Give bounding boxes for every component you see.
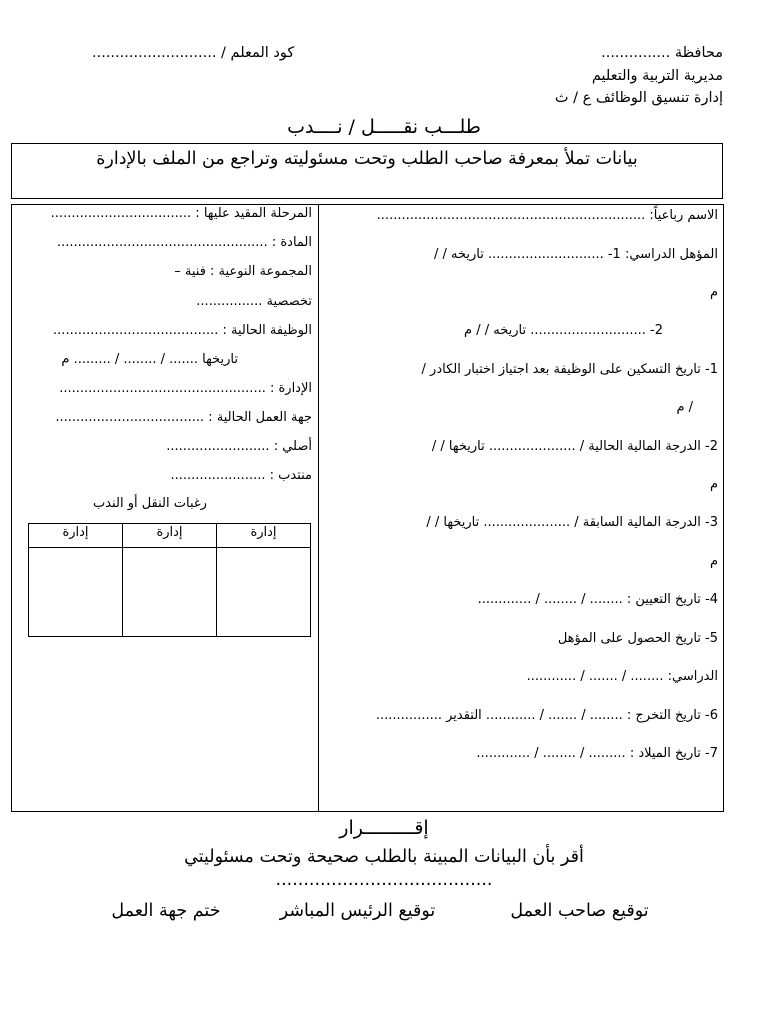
delegated-field: منتدب : ....................... — [170, 468, 312, 483]
job-date-field: تاريخها ....... / ........ / ......... م — [61, 352, 238, 367]
wishes-entry-cell[interactable] — [217, 548, 311, 637]
wishes-title: رغبات النقل أو الندب — [93, 496, 207, 511]
item-3-field: 3- الدرجة المالية السابقة / ..................... تاريخها / / — [426, 515, 718, 530]
signatures-line — [60, 900, 700, 923]
administration-field: الإدارة : .................................................. — [59, 381, 312, 396]
current-job-field: الوظيفة الحالية : ........................................ — [53, 323, 312, 338]
declaration-title: إقـــــــــرار — [339, 817, 429, 839]
item-5-line-b: الدراسي: ........ / ....... / ............ — [526, 669, 718, 684]
item-1-line-a: 1- تاريخ التسكين على الوظيفة بعد اجتياز اختبار الكادر / — [421, 362, 718, 377]
original-field: أصلي : ......................... — [166, 439, 312, 454]
workplace-stamp-label: ختم جهة العمل — [111, 901, 221, 921]
item-6-field: 6- تاريخ التخرج : ........ / ....... / ............ التقدير ................ — [375, 708, 718, 723]
qualification-2-field: 2- ............................ تاريخه / / م — [464, 323, 663, 338]
item-3-suffix: م — [709, 554, 718, 569]
governorate-line: محافظة ............... — [601, 45, 723, 61]
stage-field: المرحلة المقيد عليها : .................................. — [50, 206, 312, 221]
directorate-line: مديرية التربية والتعليم — [591, 68, 723, 84]
department-line: إدارة تنسيق الوظائف ع / ث — [554, 90, 723, 106]
item-5-line-a: 5- تاريخ الحصول على المؤهل — [557, 631, 718, 646]
specialized-field: تخصصية ................ — [196, 294, 312, 309]
employer-signature-label: توقيع صاحب العمل — [510, 901, 649, 921]
workplace-field: جهة العمل الحالية : .................................... — [55, 410, 312, 425]
item-1-line-b: / م — [676, 400, 693, 415]
group-field: المجموعة النوعية : فنية – — [174, 264, 312, 279]
wishes-header-cell: إدارة — [123, 524, 217, 548]
teacher-code-line: كود المعلم / ........................... — [92, 45, 295, 61]
item-2-suffix: م — [709, 477, 718, 492]
notice-box: بيانات تملأ بمعرفة صاحب الطلب وتحت مسئوليته وتراجع من الملف بالإدارة — [11, 143, 723, 199]
wishes-table — [28, 523, 311, 637]
name-field: الاسم رباعياً: ................................................................. — [376, 208, 718, 223]
item-4-field: 4- تاريخ التعيين : ........ / ........ / ............. — [477, 592, 718, 607]
wishes-header-cell: إدارة — [217, 524, 311, 548]
wishes-entry-cell[interactable] — [29, 548, 123, 637]
subject-field: المادة : ................................................... — [56, 235, 312, 250]
form-title: طلـــب نقـــــل / نــــدب — [287, 116, 481, 138]
manager-signature-label: توقيع الرئيس المباشر — [279, 901, 436, 921]
wishes-entry-cell[interactable] — [123, 548, 217, 637]
qualification-1-field: المؤهل الدراسي: 1- ............................ تاريخه / / — [434, 247, 718, 262]
item-7-field: 7- تاريخ الميلاد : ......... / ........ / ............. — [476, 746, 718, 761]
declaration-text: أقر بأن البيانات المبينة بالطلب صحيحة وتحت مسئوليتي ....................................... — [184, 847, 584, 890]
item-2-field: 2- الدرجة المالية الحالية / ..................... تاريخها / / — [431, 439, 718, 454]
qualification-1-suffix: م — [709, 285, 718, 300]
column-divider — [318, 204, 319, 812]
wishes-header-cell: إدارة — [29, 524, 123, 548]
